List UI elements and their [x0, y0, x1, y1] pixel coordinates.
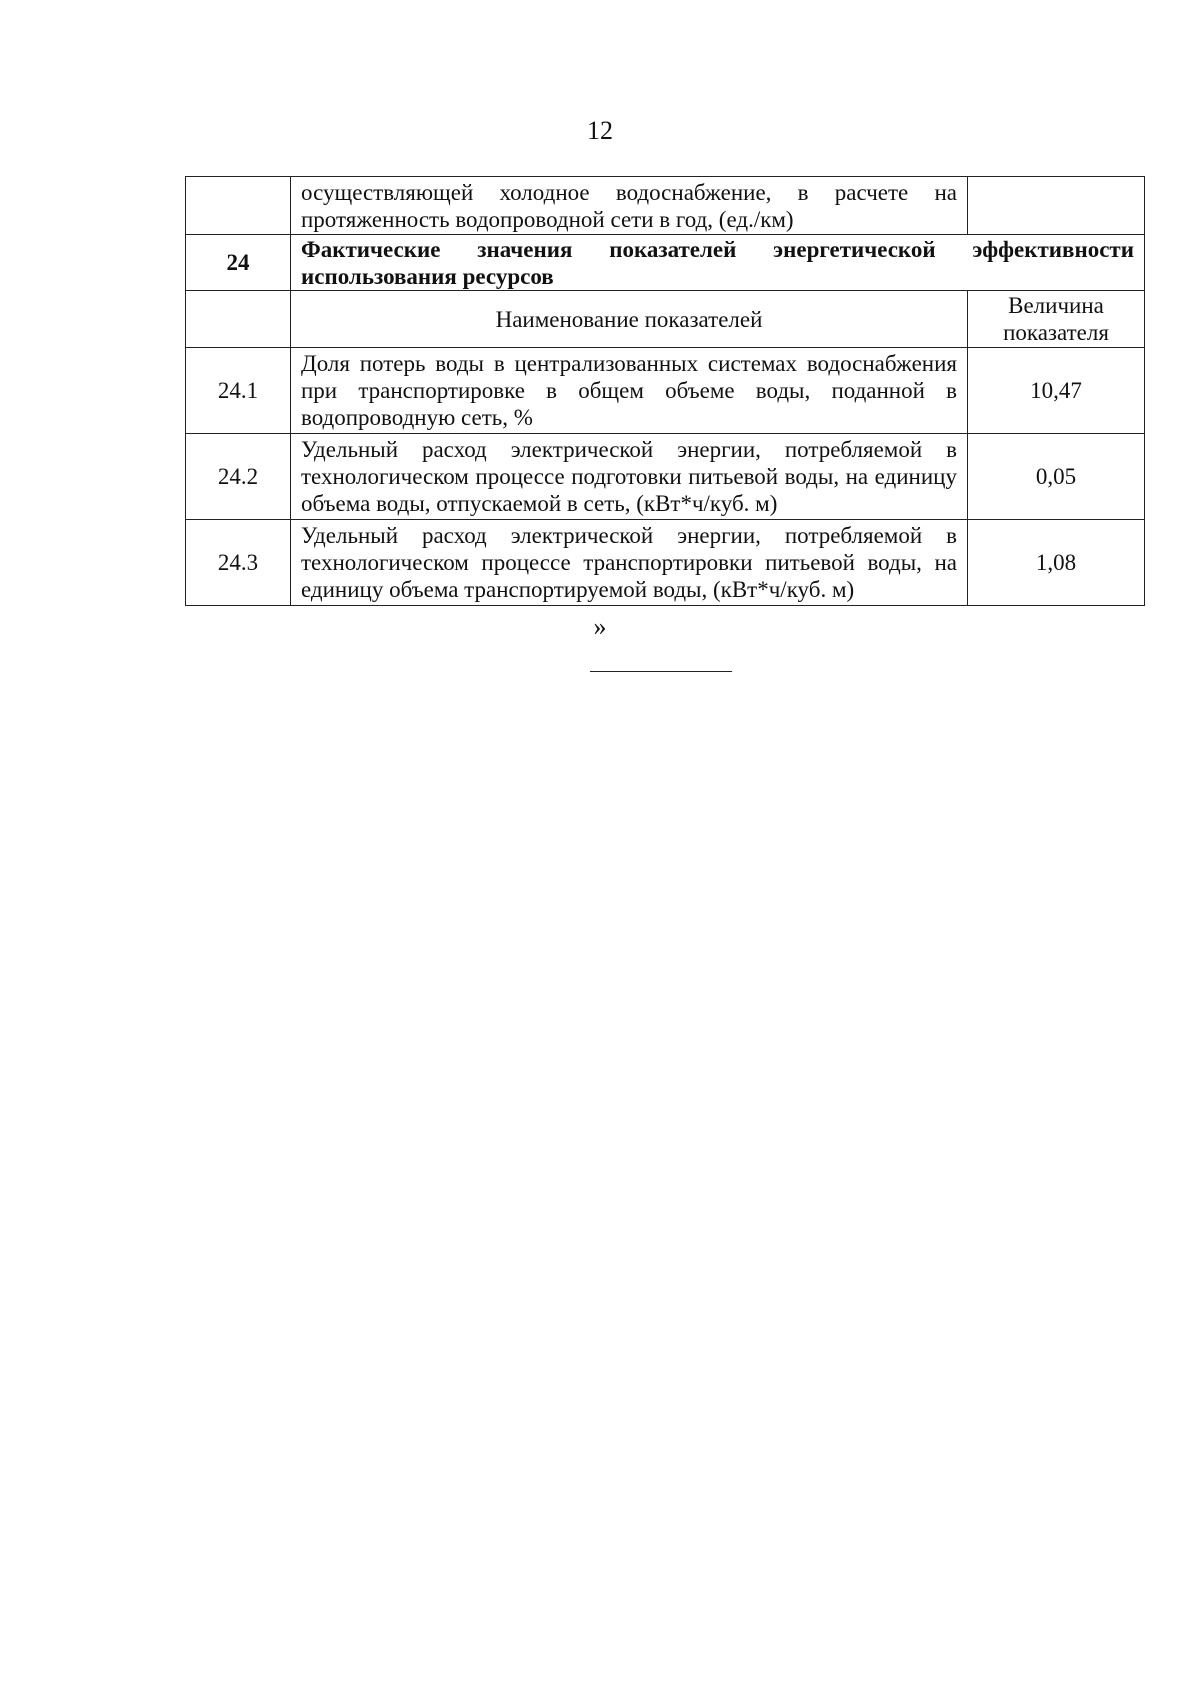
indicator-name: Доля потерь воды в централизованных системах водоснабжения при транспортировке в общем объеме воды, поданной в водопроводную сеть, % [291, 348, 968, 434]
section-title: Фактические значения показателей энергетической эффективности использования ресурсов [291, 235, 1145, 291]
section-row [186, 235, 1145, 291]
indicators-table [185, 176, 1145, 606]
indicator-name: Удельный расход электрической энергии, потребляемой в технологическом процессе транспортировки питьевой воды, на единицу объема транспортируемой воды, (кВт*ч/куб. м) [291, 520, 968, 606]
row-number [186, 177, 291, 235]
indicator-value: 0,05 [968, 434, 1145, 520]
header-indicator-name: Наименование показателей [291, 291, 968, 348]
table-row-continuation [186, 177, 1145, 235]
closing-quote: » [593, 612, 607, 641]
page-number: 12 [587, 116, 613, 145]
header-number [186, 291, 291, 348]
row-number: 24.2 [186, 434, 291, 520]
indicator-value [968, 177, 1145, 235]
table-row [186, 520, 1145, 606]
indicator-name: осуществляющей холодное водоснабжение, в расчете на протяженность водопроводной сети в год, (ед./км) [291, 177, 968, 235]
row-number: 24.1 [186, 348, 291, 434]
table-row [186, 348, 1145, 434]
row-number: 24.3 [186, 520, 291, 606]
indicator-name: Удельный расход электрической энергии, потребляемой в технологическом процессе подготовки питьевой воды, на единицу объема воды, отпускаемой в сеть, (кВт*ч/куб. м) [291, 434, 968, 520]
indicator-value: 1,08 [968, 520, 1145, 606]
indicator-value: 10,47 [968, 348, 1145, 434]
header-indicator-value: Величина показателя [968, 291, 1145, 348]
header-row [186, 291, 1145, 348]
section-number: 24 [186, 235, 291, 291]
end-rule [590, 671, 732, 672]
table-row [186, 434, 1145, 520]
